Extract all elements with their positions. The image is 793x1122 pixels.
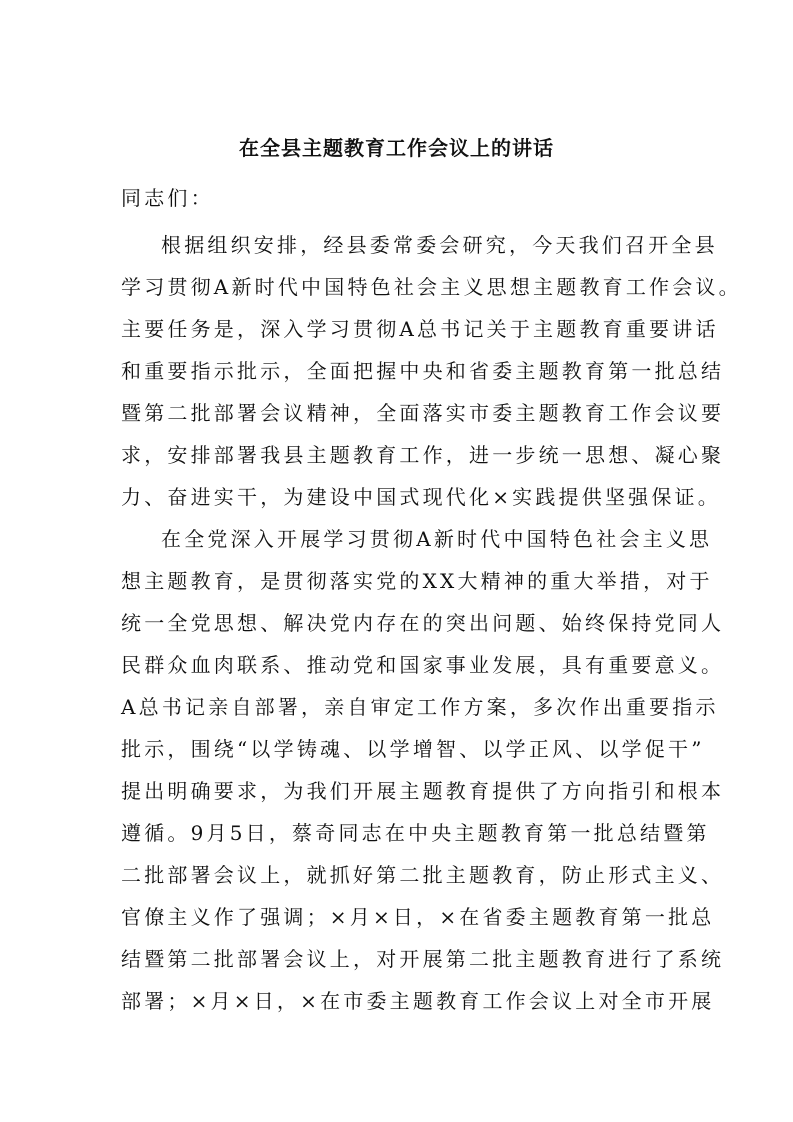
paragraph-2-line-6: 批示，围绕“以学铸魂、以学增智、以学正风、以学促干” [121, 737, 705, 761]
salutation: 同志们： [121, 186, 214, 210]
document-title: 在全县主题教育工作会议上的讲话 [239, 136, 554, 160]
paragraph-2-line-10: 官僚主义作了强调；×月×日，×在省委主题教育第一批总 [121, 905, 715, 929]
paragraph-1-line-2: 学习贯彻A新时代中国特色社会主义思想主题教育工作会议。 [121, 275, 742, 299]
paragraph-2-line-5: A总书记亲自部署，亲自审定工作方案，多次作出重要指示 [121, 695, 719, 719]
paragraph-1-line-1: 根据组织安排，经县委常委会研究，今天我们召开全县 [161, 233, 718, 257]
paragraph-2-line-9: 二批部署会议上，就抓好第二批主题教育，防止形式主义、 [121, 863, 725, 887]
paragraph-2-line-8: 遵循。9月5日，蔡奇同志在中央主题教育第一批总结暨第 [121, 821, 710, 845]
paragraph-2-line-12: 部署；×月×日，×在市委主题教育工作会议上对全市开展 [121, 989, 715, 1013]
paragraph-2-line-3: 统一全党思想、解决党内存在的突出问题、始终保持党同人 [121, 611, 725, 635]
paragraph-2-line-11: 结暨第二批部署会议上，对开展第二批主题教育进行了系统 [121, 947, 725, 971]
paragraph-1-line-5: 暨第二批部署会议精神，全面落实市委主题教育工作会议要 [121, 401, 725, 425]
paragraph-1-line-7: 力、奋进实干，为建设中国式现代化×实践提供坚强保证。 [121, 485, 721, 509]
paragraph-1-line-3: 主要任务是，深入学习贯彻A总书记关于主题教育重要讲话 [121, 317, 719, 341]
paragraph-1-line-6: 求，安排部署我县主题教育工作，进一步统一思想、凝心聚 [121, 443, 725, 467]
paragraph-1-line-4: 和重要指示批示，全面把握中央和省委主题教育第一批总结 [121, 359, 725, 383]
paragraph-2-line-7: 提出明确要求，为我们开展主题教育提供了方向指引和根本 [121, 779, 725, 803]
paragraph-2-line-1: 在全党深入开展学习贯彻A新时代中国特色社会主义思 [161, 527, 713, 551]
paragraph-2-line-4: 民群众血肉联系、推动党和国家事业发展，具有重要意义。 [121, 653, 725, 677]
paragraph-2-line-2: 想主题教育，是贯彻落实党的XX大精神的重大举措，对于 [121, 569, 713, 593]
